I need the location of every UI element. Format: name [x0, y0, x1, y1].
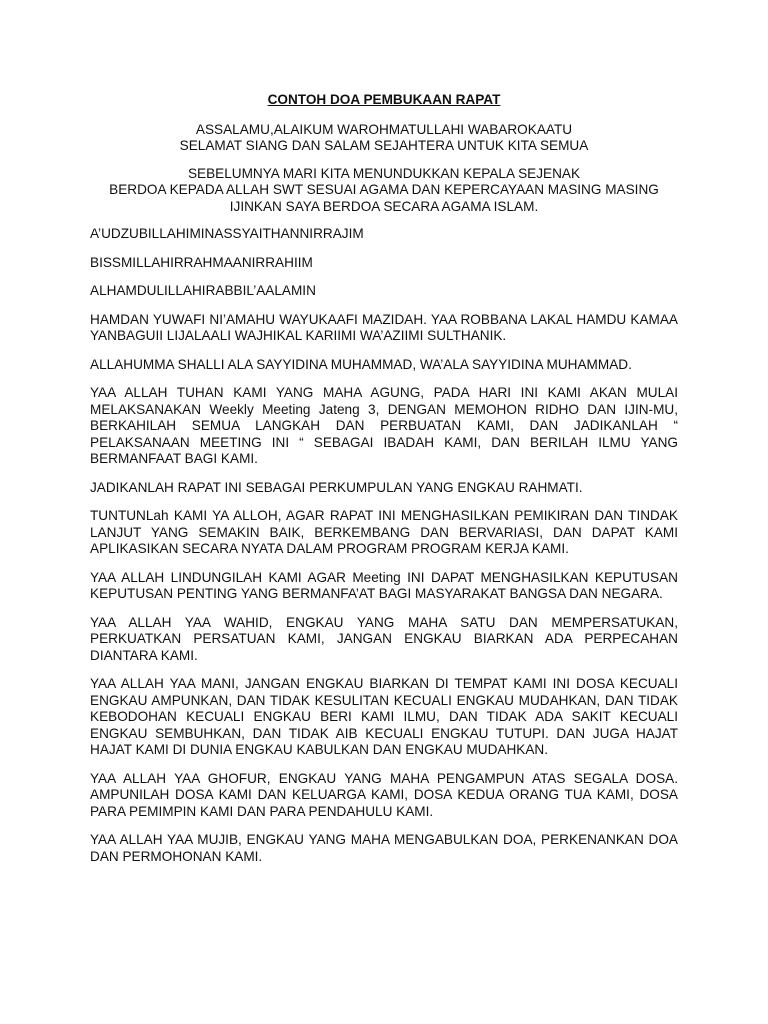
prayer-paragraph: JADIKANLAH RAPAT INI SEBAGAI PERKUMPULAN YANG ENGKAU RAHMATI.: [90, 479, 583, 495]
intro-block: [90, 166, 678, 216]
prayer-paragraph: ALLAHUMMA SHALLI ALA SAYYIDINA MUHAMMAD, WA’ALA SAYYIDINA MUHAMMAD.: [90, 356, 632, 372]
greeting-line: SELAMAT SIANG DAN SALAM SEJAHTERA UNTUK KITA SEMUA: [179, 138, 589, 153]
document-page: [90, 92, 678, 877]
prayer-paragraph: YAA ALLAH TUHAN KAMI YANG MAHA AGUNG, PADA HARI INI KAMI AKAN MULAI MELAKSANAKAN Weekly Meeting Jateng 3, DENGAN MEMOHON RIDHO DAN IJIN-MU, BERKAHILAH SEMUA LANGKAH DAN PERBUATAN KAMI, DAN JADIKANLAH “ PELAKSANAAN MEETING INI “ SEBAGAI IBADAH KAMI, DAN BERILAH ILMU YANG BERMANFAAT BAGI KAMI.: [90, 385, 678, 466]
prayer-paragraph: YAA ALLAH YAA WAHID, ENGKAU YANG MAHA SATU DAN MEMPERSATUKAN, PERKUATKAN PERSATUAN KAMI, JANGAN ENGKAU BIARKAN ADA PERPECAHAN DIANTARA KAMI.: [90, 614, 678, 663]
prayer-paragraph: BISSMILLAHIRRAHMAANIRRAHIIM: [90, 254, 313, 270]
prayer-paragraph: TUNTUNLah KAMI YA ALLOH, AGAR RAPAT INI MENGHASILKAN PEMIKIRAN DAN TINDAK LANJUT YANG SEMAKIN BAIK, BERKEMBANG DAN BERVARIASI, DAN DAPAT KAMI APLIKASIKAN SECARA NYATA DALAM PROGRAM PROGRAM KERJA KAMI.: [90, 508, 678, 556]
greeting-block: [90, 122, 678, 155]
prayer-paragraph: YAA ALLAH YAA GHOFUR, ENGKAU YANG MAHA PENGAMPUN ATAS SEGALA DOSA. AMPUNILAH DOSA KAMI DAN KELUARGA KAMI, DOSA KEDUA ORANG TUA KAMI, DOSA PARA PEMIMPIN KAMI DAN PARA PENDAHULU KAMI.: [90, 770, 678, 819]
prayer-paragraph: A’UDZUBILLAHIMINASSYAITHANNIRRAJIM: [90, 226, 364, 241]
intro-line: IJINKAN SAYA BERDOA SECARA AGAMA ISLAM.: [229, 198, 539, 214]
intro-line: BERDOA KEPADA ALLAH SWT SESUAI AGAMA DAN KEPERCAYAAN MASING MASING: [109, 182, 659, 197]
prayer-paragraph: ALHAMDULILLAHIRABBIL’AALAMIN: [90, 283, 316, 298]
prayer-paragraph: YAA ALLAH YAA MUJIB, ENGKAU YANG MAHA MENGABULKAN DOA, PERKENANKAN DOA DAN PERMOHONAN KAMI.: [90, 832, 678, 864]
greeting-line: ASSALAMU,ALAIKUM WAROHMATULLAHI WABAROKAATU: [195, 121, 573, 137]
prayer-paragraph: HAMDAN YUWAFI NI’AMAHU WAYUKAAFI MAZIDAH. YAA ROBBANA LAKAL HAMDU KAMAA YANBAGUII LIJALAALI WAJHIKAL KARIIMI WA’AZIIMI SULTHANIK.: [90, 311, 678, 343]
prayer-paragraph: YAA ALLAH LINDUNGILAH KAMI AGAR Meeting INI DAPAT MENGHASILKAN KEPUTUSAN KEPUTUSAN PENTING YANG BERMANFA’AT BAGI MASYARAKAT BANGSA DAN NEGARA.: [90, 569, 678, 601]
prayer-paragraph: YAA ALLAH YAA MANI, JANGAN ENGKAU BIARKAN DI TEMPAT KAMI INI DOSA KECUALI ENGKAU AMPUNKAN, DAN TIDAK KESULITAN KECUALI ENGKAU MUDAHKAN, DAN TIDAK KEBODOHAN KECUALI ENGKAU BERI KAMI ILMU, DAN TIDAK ADA SAKIT KECUALI ENGKAU SEMBUHKAN, DAN TIDAK AIB KECUALI ENGKAU TUTUPI. DAN JUGA HAJAT HAJAT KAMI DI DUNIA ENGKAU KABULKAN DAN ENGKAU MUDAHKAN.: [90, 676, 678, 757]
document-title: CONTOH DOA PEMBUKAAN RAPAT: [267, 92, 501, 107]
intro-line: SEBELUMNYA MARI KITA MENUNDUKKAN KEPALA SEJENAK: [187, 165, 581, 181]
